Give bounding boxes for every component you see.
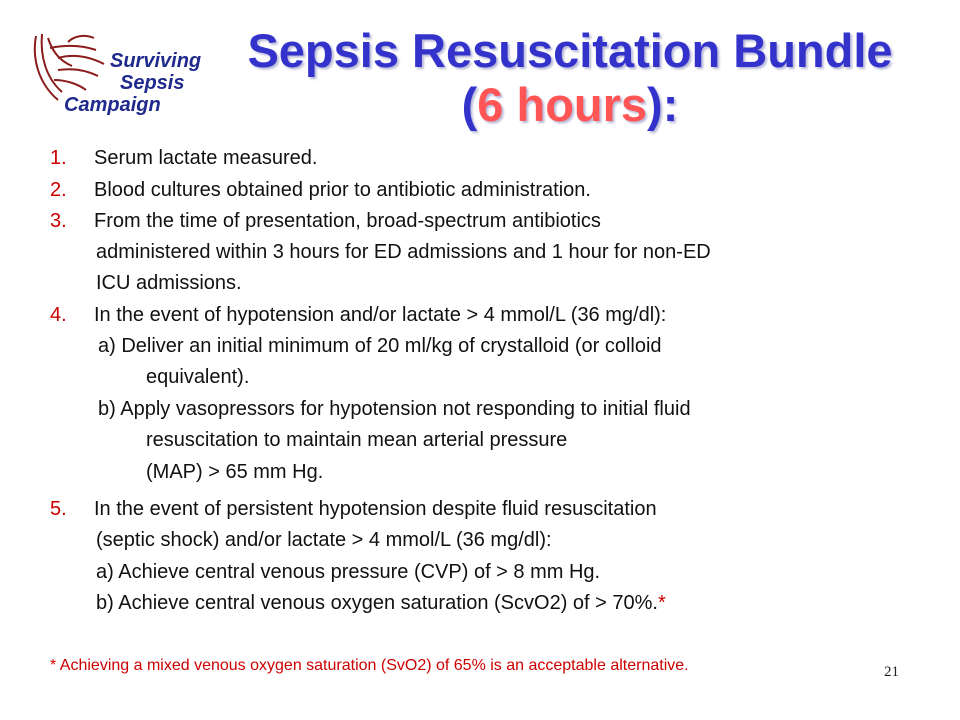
list-item-2 bbox=[50, 175, 591, 205]
list-item-text: From the time of presentation, broad-spectrum antibiotics bbox=[94, 210, 601, 232]
footnote: * Achieving a mixed venous oxygen saturation (SvO2) of 65% is an acceptable alternative. bbox=[50, 657, 689, 674]
title-paren-open: ( bbox=[461, 78, 478, 131]
title-line-2 bbox=[225, 78, 915, 132]
list-number: 2. bbox=[50, 179, 67, 201]
logo-text-campaign: Campaign bbox=[64, 94, 161, 116]
list-item-4b: b) Apply vasopressors for hypotension not responding to initial fluid bbox=[98, 398, 691, 420]
list-number: 5. bbox=[50, 498, 67, 520]
list-item-text: Blood cultures obtained prior to antibiotic administration. bbox=[94, 179, 591, 201]
surviving-sepsis-campaign-logo bbox=[28, 28, 218, 128]
list-item-4b-cont-2: (MAP) > 65 mm Hg. bbox=[146, 461, 324, 483]
list-item-text: b) Achieve central venous oxygen saturation (ScvO2) of > 70%. bbox=[96, 592, 658, 614]
list-number: 3. bbox=[50, 210, 67, 232]
list-item-3 bbox=[50, 206, 601, 236]
list-item-4 bbox=[50, 300, 666, 330]
list-item-text: Serum lactate measured. bbox=[94, 147, 318, 169]
list-item-5 bbox=[50, 494, 657, 524]
list-item-4a: a) Deliver an initial minimum of 20 ml/kg of crystalloid (or colloid bbox=[98, 335, 662, 357]
list-item-5b bbox=[96, 588, 666, 618]
title-paren-close: ): bbox=[647, 78, 679, 131]
list-item-4a-cont: equivalent). bbox=[146, 366, 250, 388]
title-highlight: 6 hours bbox=[477, 78, 648, 131]
list-item-4b-cont-1: resuscitation to maintain mean arterial pressure bbox=[146, 429, 568, 451]
logo-text-sepsis: Sepsis bbox=[120, 72, 185, 94]
page-number: 21 bbox=[884, 664, 899, 680]
list-item-5a: a) Achieve central venous pressure (CVP) of > 8 mm Hg. bbox=[96, 561, 601, 583]
title-line-1: Sepsis Resuscitation Bundle bbox=[247, 24, 893, 77]
list-item-text: In the event of persistent hypotension despite fluid resuscitation bbox=[94, 498, 657, 520]
list-item-1 bbox=[50, 143, 317, 173]
slide-title bbox=[225, 24, 915, 132]
list-number: 1. bbox=[50, 147, 67, 169]
list-number: 4. bbox=[50, 304, 67, 326]
list-item-3-cont-2: ICU admissions. bbox=[96, 272, 242, 294]
asterisk-marker: * bbox=[657, 592, 666, 614]
logo-text-surviving: Surviving bbox=[110, 50, 202, 72]
list-item-text: In the event of hypotension and/or lactate > 4 mmol/L (36 mg/dl): bbox=[94, 304, 667, 326]
list-item-5-cont: (septic shock) and/or lactate > 4 mmol/L (36 mg/dl): bbox=[96, 529, 552, 551]
list-item-3-cont-1: administered within 3 hours for ED admissions and 1 hour for non-ED bbox=[96, 241, 711, 263]
